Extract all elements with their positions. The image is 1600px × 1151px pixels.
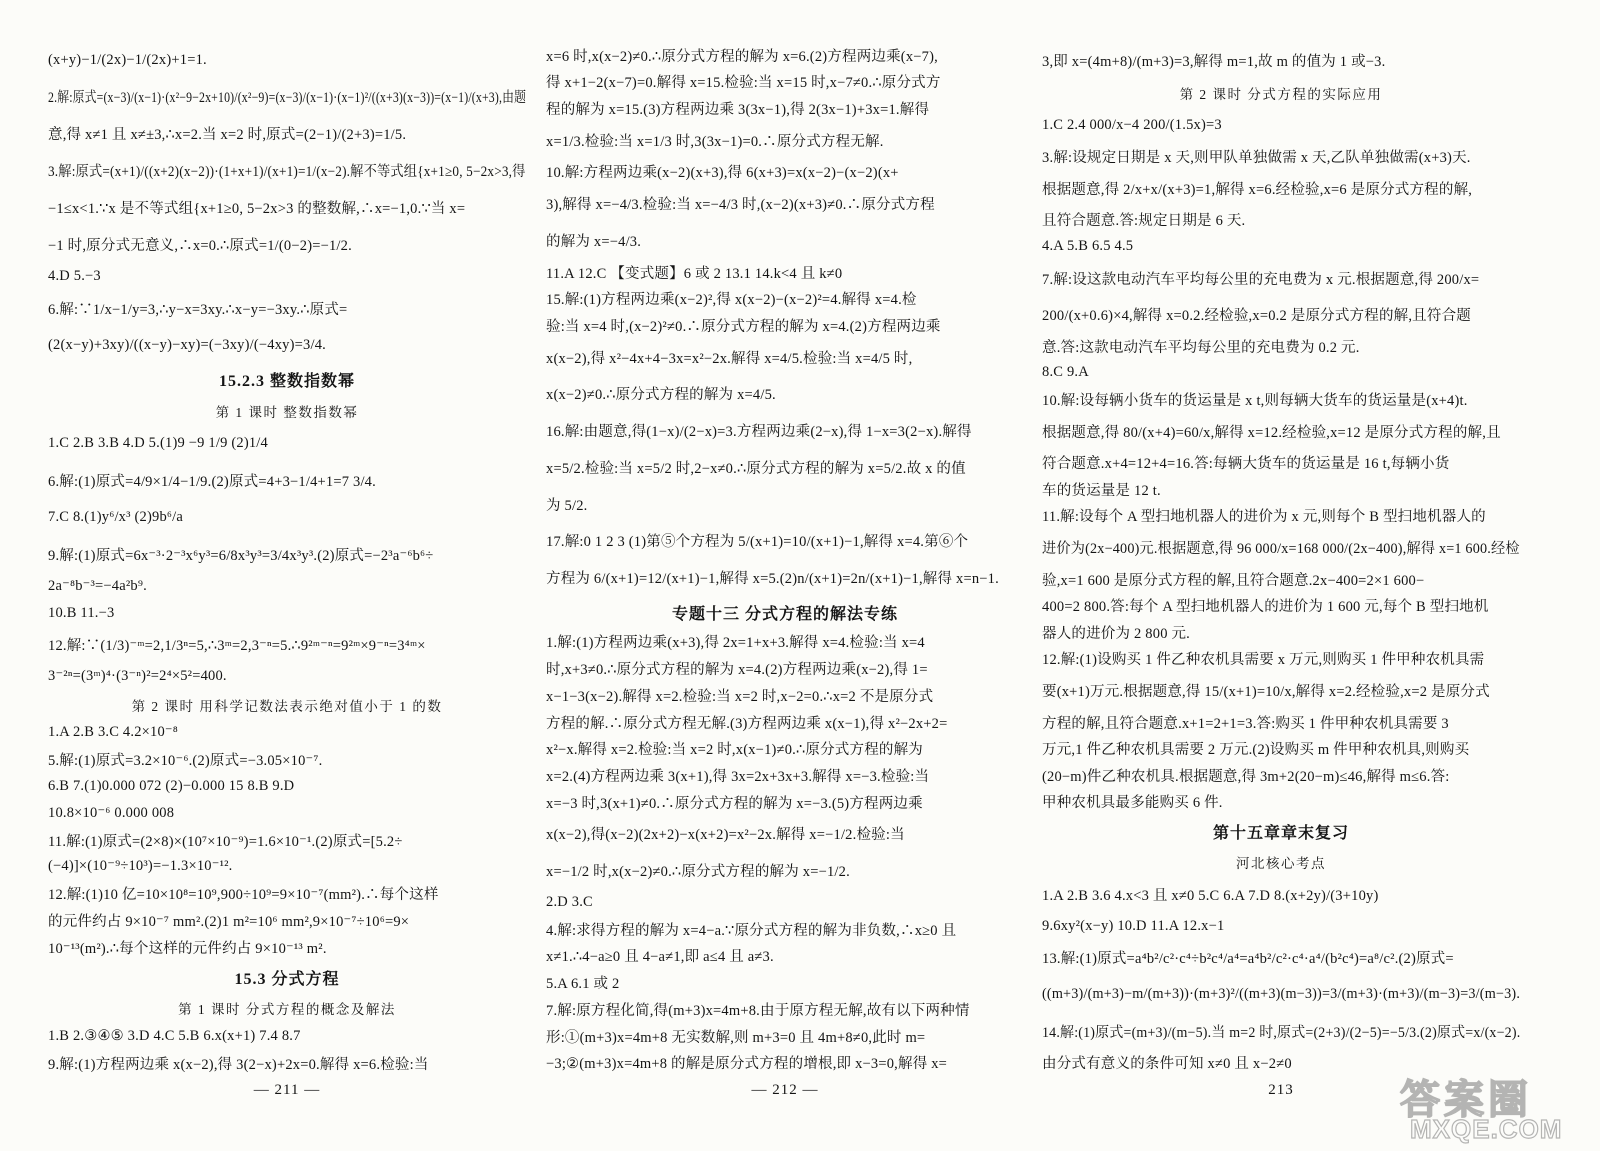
section-heading-text: 专题十三 分式方程的解法专练 [671, 605, 898, 623]
answer-line-text: 根据题意,得 2/x+x/(x+3)=1,解得 x=6.经检验,x=6 是原分式方程的解, [1042, 181, 1473, 198]
answer-line-text: x(x−2),得(x−2)(2x+2)−x(x+2)=x²−2x.解得 x=−1/2.检验:当 [546, 827, 905, 844]
answer-line [48, 538, 526, 570]
answer-line [1042, 335, 1520, 357]
answer-line [546, 1052, 1024, 1074]
answer-line [546, 261, 1024, 283]
answer-line [1042, 172, 1520, 204]
answer-line [1042, 146, 1520, 168]
section-heading-text: 第十五章章末复习 [1212, 824, 1349, 842]
answer-line-text: 10.解:设每辆小货车的货运量是 x t,则每辆大货车的货运量是(x+4)t. [1042, 393, 1468, 410]
answer-line-text: x=2.(4)方程两边乘 3(x+1),得 3x=2x+3x+3.解得 x=−3.检验:当 [546, 769, 930, 786]
answer-line [1042, 738, 1520, 760]
answer-line [546, 891, 1024, 913]
answer-line-text: (2(x−y)+3xy)/((x−y)−xy)=(−3xy)/(−4xy)=3/4. [48, 336, 326, 353]
answer-line [48, 428, 526, 460]
answer-line [1042, 1015, 1520, 1047]
answer-line-text: 方程的解,且符合题意.x+1=2+1=3.答:购买 1 件甲种农机具需要 3 [1042, 715, 1449, 732]
lesson-heading [1042, 81, 1520, 105]
answer-line-text: 3⁻²ⁿ=(3ᵐ)⁴·(3⁻ⁿ)²=2⁴×5²=400. [48, 668, 227, 685]
answer-line-text: 方程为 6/(x+1)=12/(x+1)−1,解得 x=5.(2)n/(x+1)=2n/(x+1)−1,解得 x=n−1. [546, 571, 999, 587]
answer-line-text: x=1/3.检验:当 x=1/3 时,3(3x−1)=0.∴原分式方程无解. [546, 133, 884, 150]
answer-line-text: 15.解:(1)方程两边乘(x−2)²,得 x(x−2)−(x−2)²=4.解得 x=4.检 [546, 292, 917, 309]
section-heading-text: 15.3 分式方程 [234, 970, 340, 988]
answer-line-text: 方程的解.∴原分式方程无解.(3)方程两边乘 x(x−1),得 x²−2x+2= [546, 715, 948, 732]
answer-line-text: 验,x=1 600 是原分式方程的解,且符合题意.2x−400=2×1 600− [1042, 572, 1425, 589]
answer-line-text: x=−3 时,3(x+1)≠0.∴原分式方程的解为 x=−3.(5)方程两边乘 [546, 795, 923, 812]
answer-line-text: 符合题意.x+4=12+4=16.答:每辆大货车的货运量是 16 t,每辆小货 [1042, 456, 1450, 473]
answer-line [546, 791, 1024, 813]
answer-line-text: 11.A 12.C 【变式题】6 或 2 13.1 14.k<4 且 k≠0 [546, 265, 843, 282]
answer-line [1042, 262, 1520, 294]
answer-line-text: 验:当 x=4 时,(x−2)²≠0.∴原分式方程的解为 x=4.(2)方程两边乘 [546, 318, 941, 335]
lesson-heading-text: 第 1 课时 整数指数幂 [215, 404, 359, 420]
answer-line-text: 10.B 11.−3 [48, 604, 115, 621]
answer-line-text: 车的货运量是 12 t. [1042, 482, 1161, 499]
lesson-heading [48, 399, 526, 423]
answer-line [48, 748, 526, 770]
answer-line-text: x−1−3(x−2).解得 x=2.检验:当 x=2 时,x−2=0.∴x=2 不是原分式 [546, 688, 934, 705]
answer-line-text: 万元,1 件乙种农机具需要 2 万元.(2)设购买 m 件甲种农机具,则购买 [1042, 742, 1470, 759]
answer-line-text: 9.解:(1)方程两边乘 x(x−2),得 3(2−x)+2x=0.解得 x=6.检验:当 [48, 1056, 429, 1073]
answer-line [48, 829, 526, 851]
answer-line [1042, 648, 1520, 670]
answer-line-text: 4.D 5.−3 [48, 267, 101, 284]
answer-line-text: 11.解:设每个 A 型扫地机器人的进价为 x 元,则每个 B 型扫地机器人的 [1042, 509, 1486, 526]
answer-line [546, 188, 1024, 220]
answer-line-text: 要(x+1)万元.根据题意,得 15/(x+1)=10/x,解得 x=2.经检验,x=2 是原分式 [1042, 683, 1490, 700]
answer-line-text: (−4)]×(10⁻⁹÷10³)=−1.3×10⁻¹². [48, 858, 233, 875]
answer-line-text: 1.A 2.B 3.C 4.2×10⁻⁸ [48, 724, 179, 740]
section-heading [48, 366, 526, 394]
watermark-url: MXQE.COM [1410, 1114, 1563, 1144]
answer-line-text: 由分式有意义的条件可知 x≠0 且 x−2≠0 [1042, 1056, 1292, 1073]
answer-line [546, 998, 1024, 1020]
answer-line [546, 488, 1024, 520]
answer-line [48, 910, 526, 932]
answer-line [48, 775, 526, 797]
answer-line [546, 918, 1024, 940]
answer-line [1042, 791, 1520, 813]
answer-line [546, 738, 1024, 760]
answer-line-text: 10⁻¹³(m²).∴每个这样的元件约占 9×10⁻¹³ m². [48, 941, 327, 957]
lesson-heading-text: 第 2 课时 用科学记数法表示绝对值小于 1 的数 [131, 698, 443, 714]
answer-line-text: x(x−2),得 x²−4x+4−3x=x²−2x.解得 x=4/5.检验:当 x=4/5 时, [546, 350, 913, 367]
answer-line-text: (20−m)件乙种农机具.根据题意,得 3m+2(20−m)≤46,解得 m≤6.答: [1042, 768, 1450, 785]
answer-line-text: 为 5/2. [546, 497, 588, 514]
answer-line [48, 228, 526, 260]
answer-line [546, 415, 1024, 447]
answer-line-text: 9.6xy²(x−y) 10.D 11.A 12.x−1 [1042, 917, 1225, 934]
section-heading [546, 598, 1024, 626]
answer-line [546, 711, 1024, 733]
answer-line [546, 161, 1024, 183]
answer-line [546, 562, 1024, 594]
answer-line-text: x(x−2)≠0.∴原分式方程的解为 x=4/5. [546, 387, 776, 404]
answer-line [1042, 299, 1520, 331]
answer-line [1042, 711, 1520, 733]
answer-line-text: 7.解:设这款电动汽车平均每公里的充电费为 x 元.根据题意,得 200/x= [1042, 271, 1480, 288]
lesson-heading [48, 996, 526, 1020]
answer-line [546, 1025, 1024, 1047]
answer-line [546, 124, 1024, 156]
answer-line [546, 818, 1024, 850]
answer-line [546, 288, 1024, 310]
answer-line-text: 6.B 7.(1)0.000 072 (2)−0.000 15 8.B 9.D [48, 777, 295, 794]
answer-line-text: 12.解:(1)10 亿=10×10⁸=10⁹,900÷10⁹=9×10⁻⁷(mm²).∴每个这样 [48, 887, 439, 904]
answer-line [1042, 568, 1520, 590]
answer-line [1042, 595, 1520, 617]
answer-line-text: 1.A 2.B 3.6 4.x<3 且 x≠0 5.C 6.A 7.D 8.(x+2y)/(3+10y) [1042, 888, 1379, 905]
answer-line [546, 525, 1024, 557]
answer-line [546, 71, 1024, 93]
answer-line [546, 224, 1024, 256]
answer-line [1042, 505, 1520, 527]
answer-line [546, 341, 1024, 373]
answer-line [48, 155, 526, 187]
answer-line-text: x²−x.解得 x=2.检验:当 x=2 时,x(x−1)≠0.∴原分式方程的解为 [546, 742, 923, 759]
answer-line [1042, 109, 1520, 141]
answer-line [48, 1025, 526, 1047]
answer-line [48, 329, 526, 361]
answer-line [1042, 621, 1520, 643]
page-number: 213 [1268, 1082, 1294, 1098]
answer-line [1042, 532, 1520, 564]
answer-line [48, 666, 526, 688]
answer-line [546, 631, 1024, 653]
answer-line-text: 的解为 x=−4/3. [546, 233, 642, 250]
answer-line-text: (x+y)−1/(2x)−1/(2x)+1=1. [48, 51, 207, 68]
answer-line-text: 200/(x+0.6)×4,解得 x=0.2.经检验,x=0.2 是原分式方程的解,且符合题 [1042, 308, 1471, 325]
section-heading [48, 963, 526, 991]
answer-line-text: 5.A 6.1 或 2 [546, 976, 620, 993]
answer-line [1042, 764, 1520, 786]
answer-line-text: 3.解:设规定日期是 x 天,则甲队单独做需 x 天,乙队单独做需(x+3)天. [1042, 150, 1471, 167]
lesson-heading-text: 第 2 课时 分式方程的实际应用 [1179, 86, 1383, 102]
answer-line-text: 3.解:原式=(x+1)/((x+2)(x−2))·(1+x+1)/(x+1)=1/(x−2).解不等式组{x+1≥0, 5−2x>3,得 [48, 164, 526, 181]
page-number: — 211 — [253, 1082, 321, 1098]
answer-line-text: 意,得 x≠1 且 x≠±3,∴x=2.当 x=2 时,原式=(2−1)/(2+3)=1/5. [48, 127, 407, 144]
answer-line [48, 44, 526, 76]
lesson-heading [48, 693, 526, 717]
answer-line [48, 192, 526, 224]
answer-line-text: 12.解:∵(1/3)⁻ᵐ=2,1/3ⁿ=5,∴3ᵐ=2,3⁻ⁿ=5.∴9²ᵐ⁻ⁿ=9²ᵐ×9⁻ⁿ=3⁴ᵐ× [48, 638, 426, 655]
answer-line-text: 10.8×10⁻⁶ 0.000 008 [48, 804, 175, 821]
answer-line-text: 16.解:由题意,得(1−x)/(2−x)=3.方程两边乘(2−x),得 1−x=3(2−x).解得 [546, 424, 972, 441]
answer-column-page-211 [48, 44, 526, 1074]
answer-line-text: 1.C 2.B 3.B 4.D 5.(1)9 −9 1/9 (2)1/4 [48, 435, 268, 452]
answer-line-text: 10.解:方程两边乘(x−2)(x+3),得 6(x+3)=x(x−2)−(x−2)(x+ [546, 165, 899, 182]
answer-line-text: 时,x+3≠0.∴原分式方程的解为 x=4.(2)方程两边乘(x−2),得 1= [546, 662, 928, 679]
answer-line [546, 658, 1024, 680]
lesson-heading-text: 河北核心考点 [1236, 856, 1326, 872]
answer-line-text: 3),解得 x=−4/3.检验:当 x=−4/3 时,(x−2)(x+3)≠0.∴原分式方程 [546, 197, 935, 214]
answer-line-text: 2a⁻⁸b⁻³=−4a²b⁹. [48, 577, 147, 594]
answer-line [48, 465, 526, 497]
answer-line [48, 937, 526, 959]
answer-line-text: 根据题意,得 80/(x+4)=60/x,解得 x=12.经检验,x=12 是原分式方程的解,且 [1042, 424, 1501, 441]
answer-line-text: x=5/2.检验:当 x=5/2 时,2−x≠0.∴原分式方程的解为 x=5/2.故 x 的值 [546, 460, 966, 477]
watermark-logo: 答案圈 [1400, 1077, 1532, 1122]
answer-line [546, 945, 1024, 967]
answer-line [1042, 478, 1520, 500]
answer-line [546, 765, 1024, 787]
answer-line-text: 1.B 2.③④⑤ 3.D 4.C 5.B 6.x(x+1) 7.4 8.7 [48, 1027, 301, 1044]
answer-line [1042, 674, 1520, 706]
answer-line-text: 17.解:0 1 2 3 (1)第⑤个方程为 5/(x+1)=10/(x+1)−1,解得 x=4.第⑥个 [546, 534, 969, 551]
answer-line [546, 44, 1024, 66]
answer-line [546, 451, 1024, 483]
answer-line [1042, 362, 1520, 384]
answer-line [48, 856, 526, 878]
answer-line [1042, 915, 1520, 937]
answer-line-text: 且符合题意.答:规定日期是 6 天. [1042, 213, 1246, 230]
answer-line [1042, 879, 1520, 911]
answer-line-text: ((m+3)/(m+3)−m/(m+3))·(m+3)²/((m+3)(m−3))=3/(m+3)·(m+3)/(m−3)=3/(m−3). [1042, 985, 1520, 1002]
answer-line-text: x=−1/2 时,x(x−2)≠0.∴原分式方程的解为 x=−1/2. [546, 864, 850, 881]
answer-line-text: 的元件约占 9×10⁻⁷ mm².(2)1 m²=10⁶ mm²,9×10⁻⁷÷10⁶=9× [48, 914, 410, 931]
answer-line-text: −1≤x<1.∵x 是不等式组{x+1≥0, 5−2x>3 的整数解,∴x=−1,0.∵当 x= [48, 201, 466, 217]
answer-line [546, 97, 1024, 119]
answer-line-text: 8.C 9.A [1042, 364, 1089, 381]
lesson-heading [1042, 850, 1520, 874]
answer-line-text: 1.C 2.4 000/x−4 200/(1.5x)=3 [1042, 116, 1222, 133]
answer-line-text: 进价为(2x−400)元.根据题意,得 96 000/x=168 000/(2x−400),解得 x=1 600.经检 [1042, 541, 1520, 557]
answer-line [1042, 978, 1520, 1010]
answer-line-text: 甲种农机具最多能购买 6 件. [1042, 795, 1223, 812]
answer-line-text: x=6 时,x(x−2)≠0.∴原分式方程的解为 x=6.(2)方程两边乘(x−7), [546, 48, 938, 65]
answer-line-text: 器人的进价为 2 800 元. [1042, 625, 1190, 642]
answer-line [48, 575, 526, 597]
answer-line-text: x≠1.∴4−a≥0 且 4−a≠1,即 a≤4 且 a≠3. [546, 949, 774, 966]
answer-line-text: 意.答:这款电动汽车平均每公里的充电费为 0.2 元. [1042, 339, 1360, 356]
answer-line-text: 2.解:原式=(x−3)/(x−1)·(x²−9−2x+10)/(x²−9)=(x−3)/(x−1)·(x−1)²/((x+3)(x−3))=(x−1)/(x+3),由题 [48, 90, 526, 107]
answer-line-text: 得 x+1−2(x−7)=0.解得 x=15.检验:当 x=15 时,x−7≠0.∴原分式方 [546, 75, 941, 92]
answer-line-text: 11.解:(1)原式=(2×8)×(10⁷×10⁻⁹)=1.6×10⁻¹.(2)原式=[5.2÷ [48, 833, 403, 850]
answer-column-page-213 [1042, 44, 1520, 1074]
answer-line-text: 9.解:(1)原式=6x⁻³·2⁻³x⁶y³=6/8x³y³=3/4x³y³.(2)原式=−2³a⁻⁶b⁶÷ [48, 547, 434, 564]
answer-line [48, 265, 526, 287]
answer-line-text: 程的解为 x=15.(3)方程两边乘 3(3x−1),得 2(3x−1)+3x=1.解得 [546, 101, 930, 118]
section-heading [1042, 817, 1520, 845]
answer-line-text: 6.解:(1)原式=4/9×1/4−1/9.(2)原式=4+3−1/4+1=7 3/4. [48, 474, 376, 490]
answer-line [546, 684, 1024, 706]
answer-line [48, 292, 526, 324]
section-heading-text: 15.2.3 整数指数幂 [218, 373, 355, 391]
answer-line-text: 6.解:∵1/x−1/y=3,∴y−x=3xy.∴x−y=−3xy.∴原式= [48, 301, 348, 318]
answer-line [1042, 389, 1520, 411]
answer-line-text: −1 时,原分式无意义,∴x=0.∴原式=1/(0−2)=−1/2. [48, 237, 352, 254]
answer-line-text: 13.解:(1)原式=a⁴b²/c²·c⁴÷b²c⁴/a⁴=a⁴b²/c²·c⁴·a⁴/(b²c⁴)=a⁸/c².(2)原式= [1042, 951, 1454, 968]
answer-line [1042, 44, 1520, 76]
answer-line [546, 855, 1024, 887]
answer-line [546, 972, 1024, 994]
answer-line [48, 722, 526, 744]
answer-line-text: 400=2 800.答:每个 A 型扫地机器人的进价为 1 600 元,每个 B 型扫地机 [1042, 599, 1489, 616]
answer-line-text: 7.C 8.(1)y⁶/x³ (2)9b⁶/a [48, 508, 184, 525]
answer-line-text: 4.A 5.B 6.5 4.5 [1042, 238, 1134, 255]
answer-line [48, 629, 526, 661]
answer-line-text: 3,即 x=(4m+8)/(m+3)=3,解得 m=1,故 m 的值为 1 或−3. [1042, 53, 1386, 70]
answer-line-text: 4.解:求得方程的解为 x=4−a.∵原分式方程的解为非负数,∴x≥0 且 [546, 922, 957, 939]
answer-line [48, 81, 526, 113]
answer-line [48, 883, 526, 905]
answer-line-text: 14.解:(1)原式=(m+3)/(m−5).当 m=2 时,原式=(2+3)/(2−5)=−5/3.(2)原式=x/(x−2). [1042, 1024, 1520, 1041]
answer-line [1042, 209, 1520, 231]
answer-line-text: 形:①(m+3)x=4m+8 无实数解,则 m+3=0 且 4m+8≠0,此时 m= [546, 1029, 926, 1046]
lesson-heading-text: 第 1 课时 分式方程的概念及解法 [178, 1002, 396, 1018]
answer-column-page-212 [546, 44, 1024, 1074]
answer-line-text: 1.解:(1)方程两边乘(x+3),得 2x=1+x+3.解得 x=4.检验:当 x=4 [546, 635, 925, 652]
answer-line [546, 378, 1024, 410]
answer-line [1042, 415, 1520, 447]
answer-line [1042, 236, 1520, 258]
answer-line-text: 2.D 3.C [546, 893, 593, 910]
answer-line [1042, 452, 1520, 474]
answer-line [48, 118, 526, 150]
answer-line [48, 602, 526, 624]
answer-line-text: 12.解:(1)设购买 1 件乙种农机具需要 x 万元,则购买 1 件甲种农机具需 [1042, 652, 1485, 669]
answer-line [48, 1052, 526, 1074]
answer-line [546, 314, 1024, 336]
answer-line [48, 802, 526, 824]
answer-line [1042, 942, 1520, 974]
answer-line-text: −3;②(m+3)x=4m+8 的解是原分式方程的增根,即 x−3=0,解得 x= [546, 1056, 948, 1073]
page-number: — 212 — [751, 1082, 819, 1098]
answer-line [48, 501, 526, 533]
answer-line-text: 5.解:(1)原式=3.2×10⁻⁶.(2)原式=−3.05×10⁻⁷. [48, 752, 323, 769]
answer-line-text: 7.解:原方程化简,得(m+3)x=4m+8.由于原方程无解,故有以下两种情 [546, 1002, 970, 1019]
